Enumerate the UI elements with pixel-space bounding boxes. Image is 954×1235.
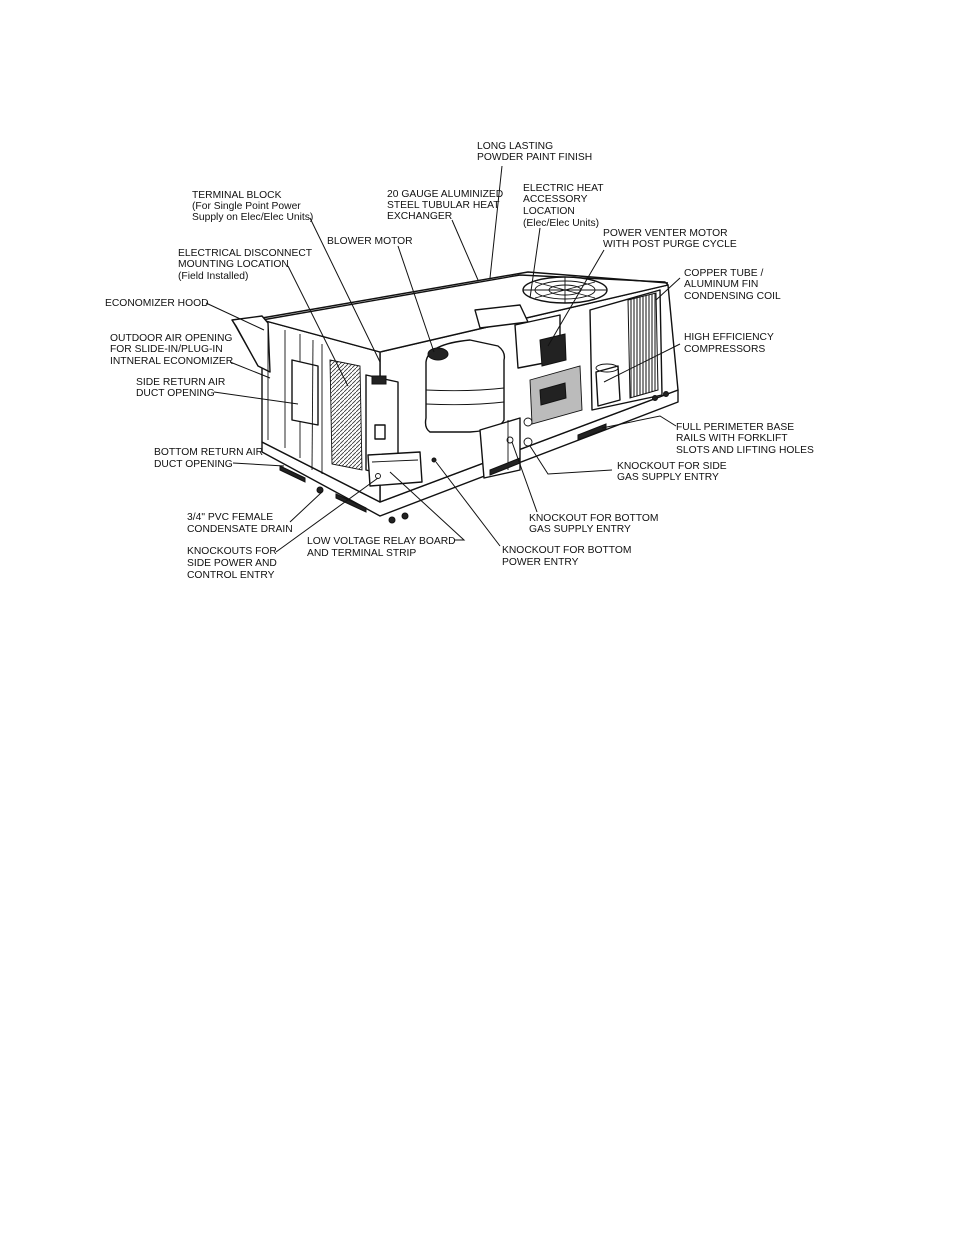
unit-illustration — [232, 272, 678, 523]
switch-box — [375, 425, 385, 439]
condensing-coil-shape — [628, 293, 658, 398]
label-power-venter: POWER VENTER MOTOR WITH POST PURGE CYCLE — [603, 228, 737, 250]
power-venter-motor-shape — [540, 334, 566, 366]
label-heat-exchanger: 20 GAUGE ALUMINIZED STEEL TUBULAR HEAT EXCHANGER — [387, 189, 504, 222]
label-compressors: HIGH EFFICIENCY COMPRESSORS — [684, 332, 774, 355]
lifting-hole-4 — [664, 392, 669, 397]
label-coil: COPPER TUBE / ALUMINUM FIN CONDENSING COIL — [684, 268, 781, 302]
filter-rack — [330, 360, 362, 470]
label-electric-heat: ELECTRIC HEAT ACCESSORY LOCATION (Elec/Elec Units) — [523, 183, 604, 229]
label-terminal-block: TERMINAL BLOCK (For Single Point Power Supply on Elec/Elec Units) — [192, 190, 314, 223]
label-base-rails: FULL PERIMETER BASE RAILS WITH FORKLIFT SLOTS AND LIFTING HOLES — [676, 422, 814, 456]
lifting-hole-1 — [389, 517, 395, 523]
bottom-power-knockout — [432, 458, 436, 462]
label-side-return: SIDE RETURN AIR DUCT OPENING — [136, 377, 226, 399]
label-bottom-return: BOTTOM RETURN AIR DUCT OPENING — [154, 447, 264, 470]
label-disconnect: ELECTRICAL DISCONNECT MOUNTING LOCATION (Field Installed) — [178, 248, 312, 282]
label-outdoor-air: OUTDOOR AIR OPENING FOR SLIDE-IN/PLUG-IN INTNERAL ECONOMIZER — [110, 333, 234, 367]
blower-motor-shape — [428, 348, 448, 360]
label-bottom-power: KNOCKOUT FOR BOTTOM POWER ENTRY — [502, 545, 632, 568]
terminal-block-shape — [372, 376, 386, 384]
label-side-power: KNOCKOUTS FOR SIDE POWER AND CONTROL ENTRY — [187, 546, 277, 581]
side-return-opening — [292, 360, 318, 425]
label-side-gas: KNOCKOUT FOR SIDE GAS SUPPLY ENTRY — [617, 461, 727, 483]
label-paint: LONG LASTING POWDER PAINT FINISH — [477, 141, 593, 163]
relay-board-box — [368, 452, 422, 486]
label-economizer-hood: ECONOMIZER HOOD — [105, 298, 209, 309]
lifting-hole-2 — [402, 513, 408, 519]
label-bottom-gas: KNOCKOUT FOR BOTTOM GAS SUPPLY ENTRY — [529, 513, 659, 535]
condensate-drain — [317, 487, 323, 493]
lifting-hole-3 — [653, 396, 658, 401]
label-blower-motor: BLOWER MOTOR — [327, 236, 413, 247]
label-relay-board: LOW VOLTAGE RELAY BOARD AND TERMINAL STRIP — [307, 536, 456, 559]
label-condensate: 3/4" PVC FEMALE CONDENSATE DRAIN — [187, 512, 293, 535]
